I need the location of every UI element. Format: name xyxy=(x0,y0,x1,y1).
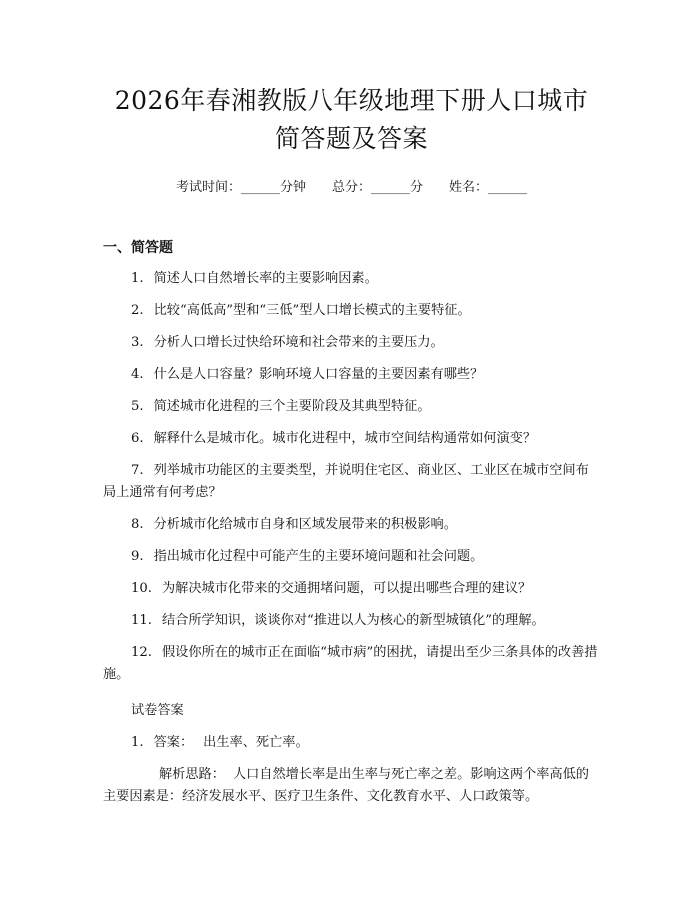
question-item xyxy=(103,300,600,322)
question-number: 2. xyxy=(131,303,144,318)
question-item xyxy=(103,578,600,600)
time-label: 考试时间： xyxy=(175,180,241,195)
page-title: 2026年春湘教版八年级地理下册人口城市简答题及答案 xyxy=(114,86,589,153)
score-unit: 分 xyxy=(410,180,424,195)
question-text: 结合所学知识，谈谈你对“推进以人为核心的新型城镇化”的理解。 xyxy=(161,613,545,628)
question-number: 10. xyxy=(131,581,152,596)
answer-item xyxy=(103,732,600,754)
question-item xyxy=(103,396,600,418)
question-item xyxy=(103,642,600,686)
question-text: 分析人口增长过快给环境和社会带来的主要压力。 xyxy=(153,335,444,350)
question-number: 3. xyxy=(131,335,144,350)
question-text: 什么是人口容量？影响环境人口容量的主要因素有哪些？ xyxy=(153,367,484,382)
name-label: 姓名： xyxy=(449,180,489,195)
question-number: 4. xyxy=(131,367,144,382)
question-text: 简述人口自然增长率的主要影响因素。 xyxy=(153,271,378,286)
question-item xyxy=(103,546,600,568)
question-number: 1. xyxy=(131,271,144,286)
question-item xyxy=(103,332,600,354)
time-blank: ______ xyxy=(240,180,280,195)
question-number: 8. xyxy=(131,517,144,532)
question-text: 比较“高低高”型和“三低”型人口增长模式的主要特征。 xyxy=(153,303,471,318)
question-text: 假设你所在的城市正在面临“城市病”的困扰，请提出至少三条具体的改善措施。 xyxy=(103,645,598,682)
answer-number: 1. xyxy=(131,735,144,750)
question-item xyxy=(103,610,600,632)
question-list xyxy=(103,268,600,686)
question-number: 12. xyxy=(131,645,152,660)
exam-meta xyxy=(103,178,600,198)
answers-heading: 试卷答案 xyxy=(131,703,184,718)
question-item xyxy=(103,364,600,386)
score-blank: ______ xyxy=(371,180,410,195)
question-text: 指出城市化过程中可能产生的主要环境问题和社会问题。 xyxy=(153,549,484,564)
question-item xyxy=(103,514,600,536)
answer-text: 出生率、死亡率。 xyxy=(203,735,309,750)
question-number: 9. xyxy=(131,549,144,564)
question-item xyxy=(103,460,600,504)
question-text: 解释什么是城市化。城市化进程中，城市空间结构通常如何演变？ xyxy=(153,431,537,446)
question-text: 分析城市化给城市自身和区域发展带来的积极影响。 xyxy=(153,517,457,532)
question-text: 为解决城市化带来的交通拥堵问题，可以提出哪些合理的建议？ xyxy=(161,581,532,596)
analysis-text: 人口自然增长率是出生率与死亡率之差。影响这两个率高低的主要因素是：经济发展水平、医疗卫生条件、文化教育水平、人口政策等。 xyxy=(103,767,589,804)
question-item xyxy=(103,428,600,450)
answer-label: 答案： xyxy=(153,735,194,750)
time-unit: 分钟 xyxy=(279,180,306,195)
question-number: 7. xyxy=(131,463,144,478)
question-number: 6. xyxy=(131,431,144,446)
question-item xyxy=(103,268,600,290)
question-text: 简述城市化进程的三个主要阶段及其典型特征。 xyxy=(153,399,431,414)
question-number: 5. xyxy=(131,399,144,414)
score-label: 总分： xyxy=(331,180,371,195)
analysis-paragraph xyxy=(103,764,600,808)
section-heading: 一、简答题 xyxy=(103,240,173,256)
question-number: 11. xyxy=(131,613,152,628)
name-blank: ______ xyxy=(488,180,528,195)
question-text: 列举城市功能区的主要类型，并说明住宅区、商业区、工业区在城市空间布局上通常有何考虑？ xyxy=(103,463,589,500)
analysis-label: 解析思路： xyxy=(159,767,225,782)
